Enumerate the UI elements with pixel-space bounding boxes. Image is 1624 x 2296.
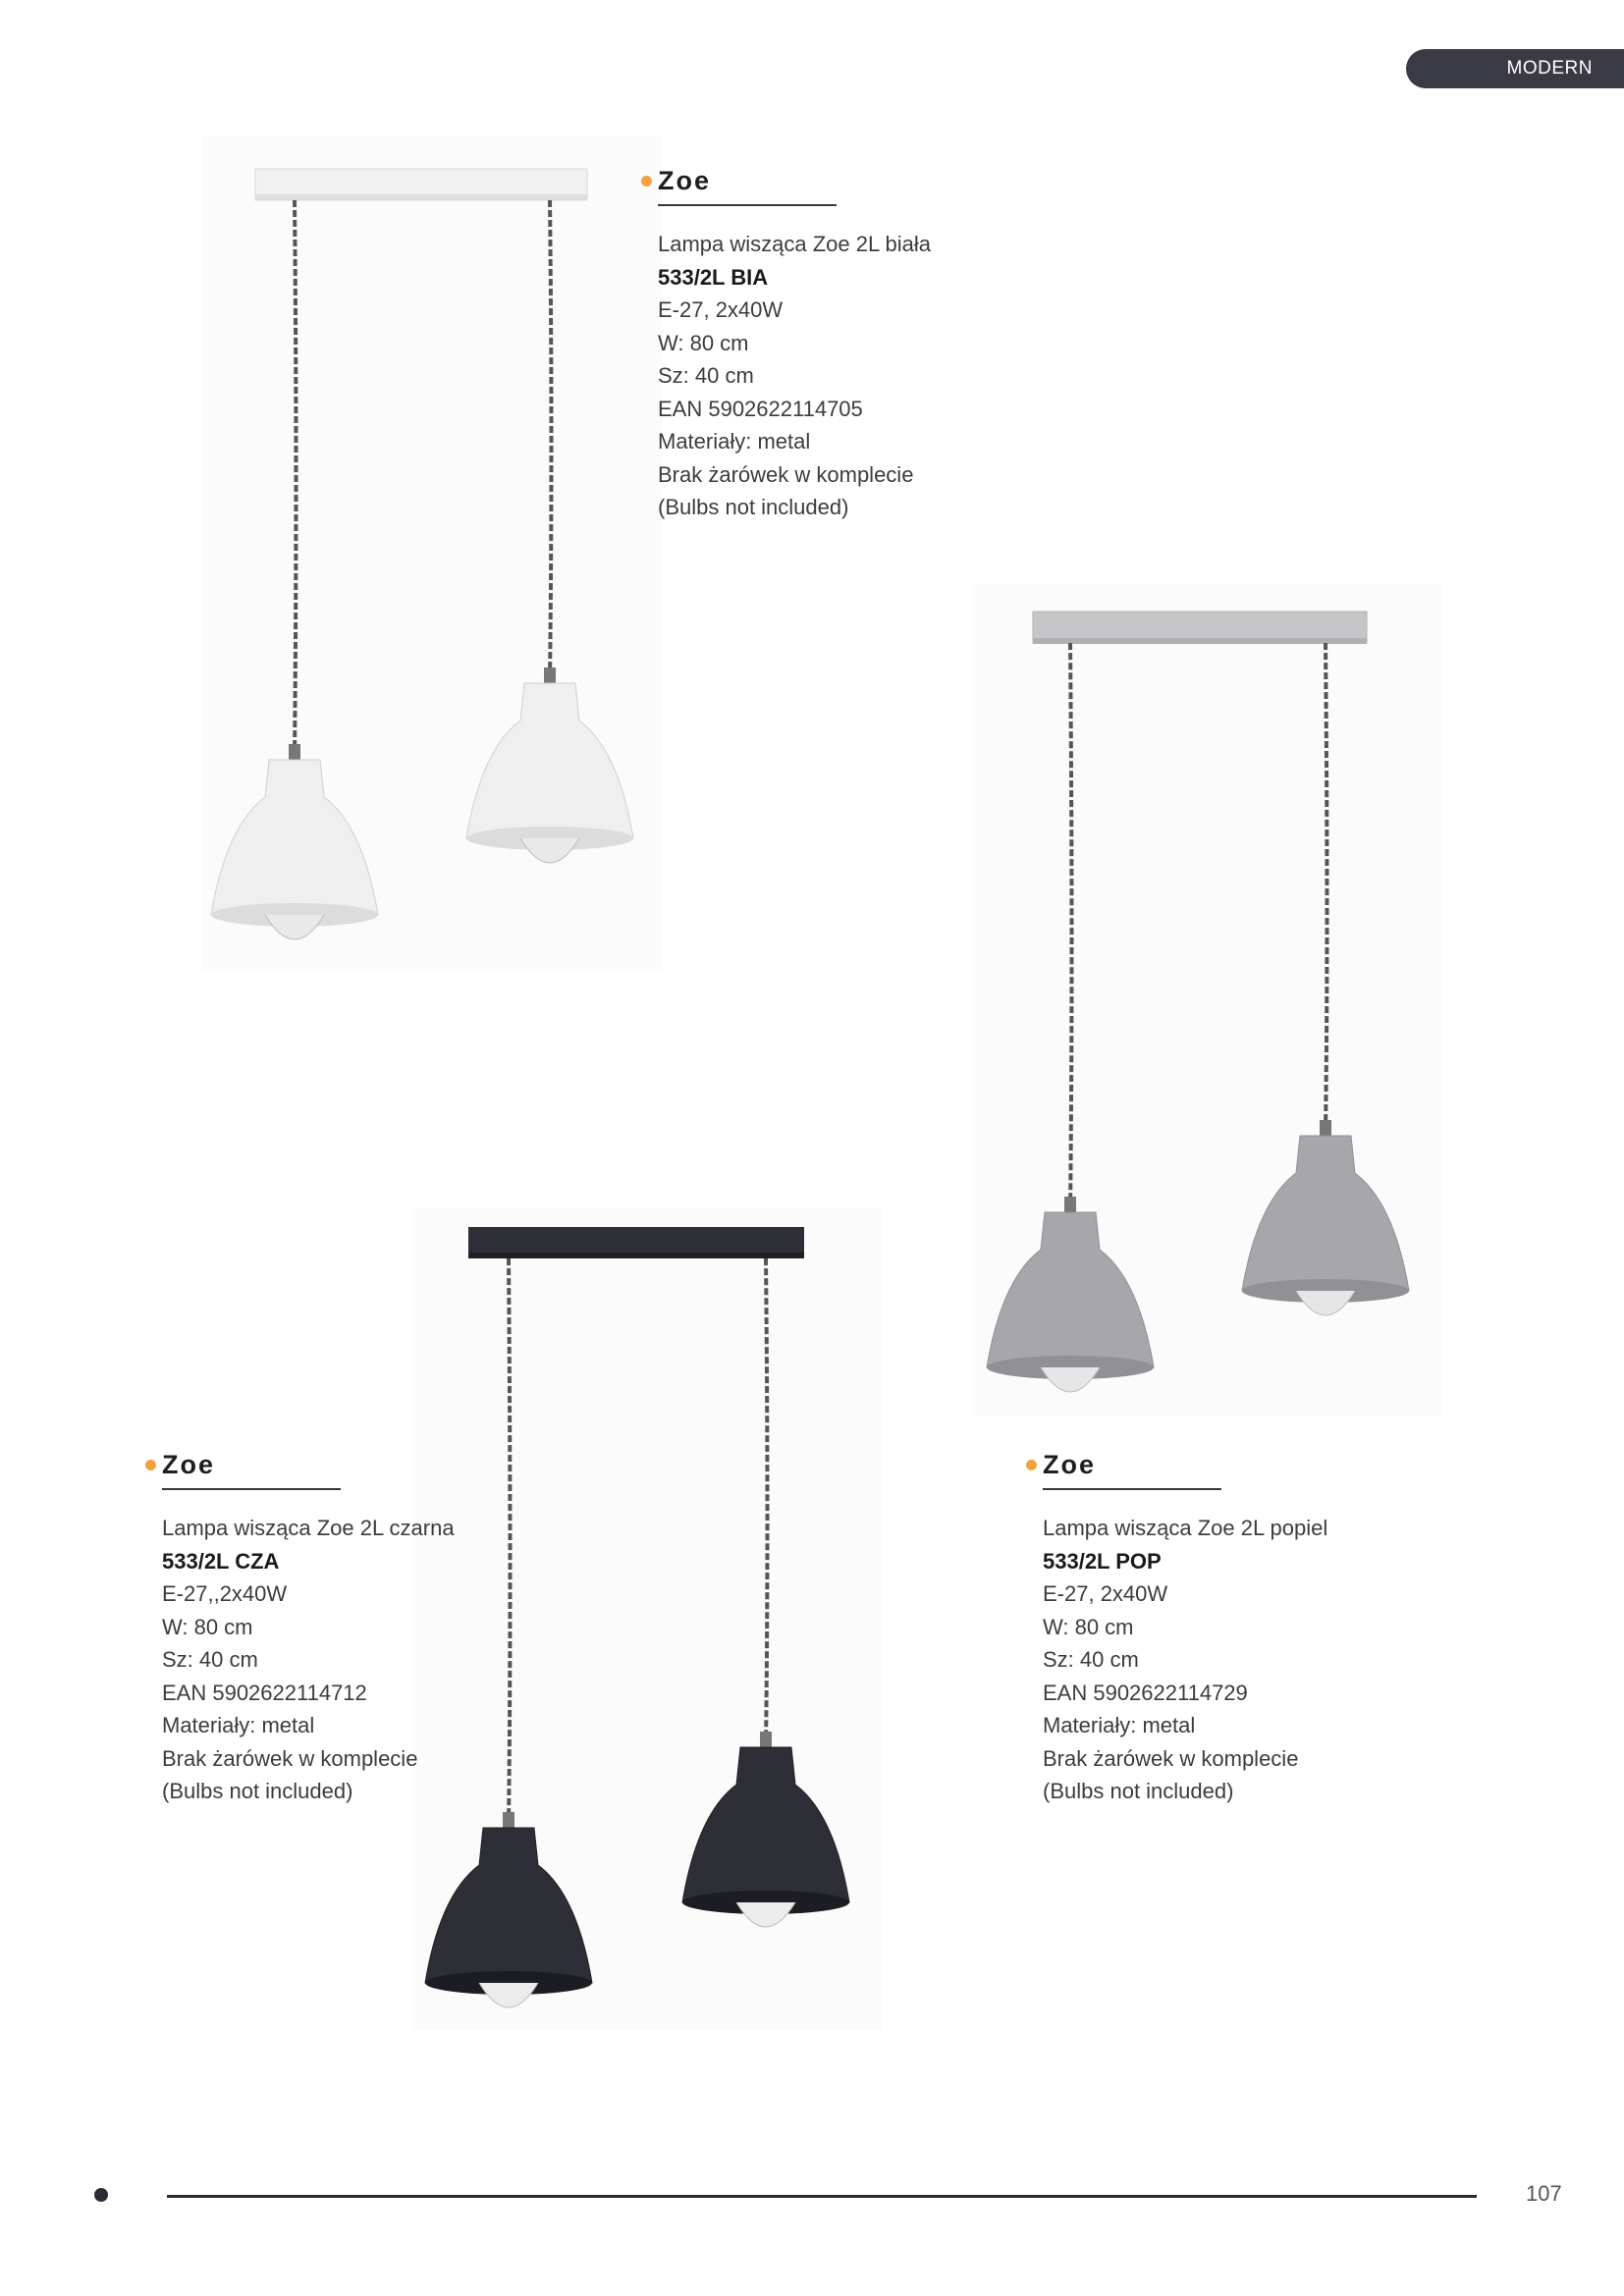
product-heading: [658, 163, 1031, 198]
product-bulbs-note: Brak żarówek w komplecie: [658, 461, 914, 487]
footer-dot-icon: [94, 2188, 108, 2202]
pendant-lamp-white-image: [201, 135, 663, 972]
title-underline: [1043, 1488, 1221, 1490]
product-height: W: 80 cm: [1043, 1614, 1134, 1639]
product-materials: Materiały: metal: [1043, 1713, 1196, 1737]
product-info-white: [658, 163, 1031, 524]
bullet-dot-icon: [1026, 1460, 1037, 1470]
product-height: W: 80 cm: [162, 1614, 253, 1639]
product-width: Sz: 40 cm: [658, 363, 754, 388]
product-socket: E-27, 2x40W: [658, 297, 784, 322]
bullet-dot-icon: [641, 176, 652, 187]
product-heading: [162, 1447, 535, 1482]
product-title: Zoe: [658, 165, 712, 195]
page-number: 107: [1526, 2181, 1562, 2206]
product-code: 533/2L POP: [1043, 1548, 1162, 1574]
product-bulbs-note: Brak żarówek w komplecie: [1043, 1745, 1299, 1771]
product-code: 533/2L CZA: [162, 1548, 280, 1574]
product-width: Sz: 40 cm: [162, 1647, 258, 1672]
product-heading: [1043, 1447, 1416, 1482]
product-code: 533/2L BIA: [658, 264, 769, 290]
product-photo-grey: [972, 584, 1441, 1416]
section-tab-label: MODERN: [1506, 58, 1593, 79]
product-materials: Materiały: metal: [658, 429, 811, 454]
product-bulbs-note-en: (Bulbs not included): [658, 495, 849, 519]
product-description: Lampa wisząca Zoe 2L czarna: [162, 1516, 455, 1540]
product-socket: E-27,,2x40W: [162, 1581, 288, 1606]
product-photo-white: [201, 135, 663, 972]
product-description: Lampa wisząca Zoe 2L biała: [658, 232, 932, 256]
product-info-black: [162, 1447, 535, 1808]
product-ean: EAN 5902622114712: [162, 1680, 367, 1705]
section-tab: [1406, 49, 1624, 88]
product-materials: Materiały: metal: [162, 1713, 315, 1737]
product-description: Lampa wisząca Zoe 2L popiel: [1043, 1516, 1328, 1540]
title-underline: [162, 1488, 341, 1490]
product-height: W: 80 cm: [658, 330, 749, 355]
product-ean: EAN 5902622114729: [1043, 1680, 1248, 1705]
product-title: Zoe: [1043, 1449, 1097, 1479]
product-bulbs-note-en: (Bulbs not included): [162, 1779, 353, 1803]
product-bulbs-note: Brak żarówek w komplecie: [162, 1745, 418, 1771]
pendant-lamp-grey-image: [972, 584, 1441, 1416]
product-ean: EAN 5902622114705: [658, 396, 863, 421]
product-bulbs-note-en: (Bulbs not included): [1043, 1779, 1234, 1803]
footer-rule: [167, 2195, 1477, 2198]
product-width: Sz: 40 cm: [1043, 1647, 1139, 1672]
title-underline: [658, 204, 837, 206]
product-info-grey: [1043, 1447, 1416, 1808]
product-title: Zoe: [162, 1449, 216, 1479]
product-socket: E-27, 2x40W: [1043, 1581, 1168, 1606]
bullet-dot-icon: [145, 1460, 156, 1470]
